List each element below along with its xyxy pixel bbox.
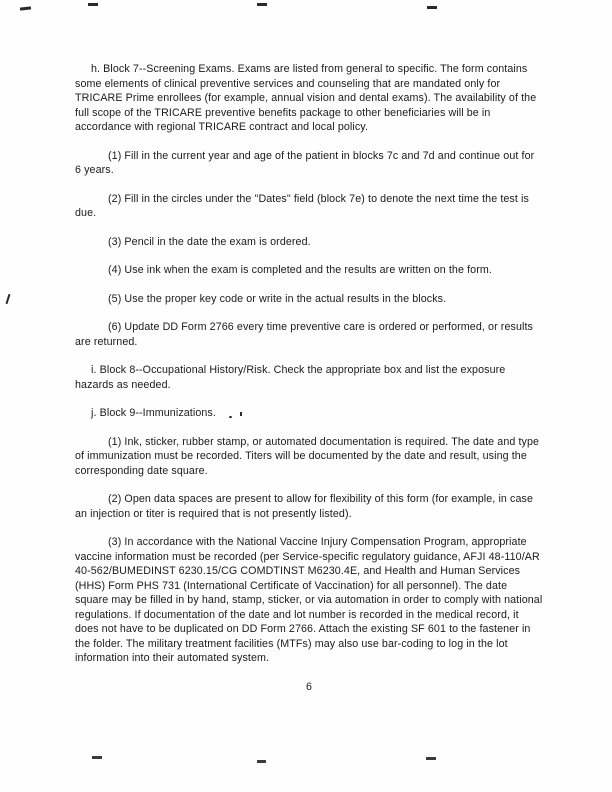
document-body [75,62,543,694]
paragraph-block8: i. Block 8--Occupational History/Risk. Check the appropriate box and list the exposure hazards as needed. [75,364,506,391]
paragraph-block7-item3: (3) Pencil in the date the exam is ordered. [108,235,311,248]
scan-artifact [92,756,102,759]
paragraph-block7-item1: (1) Fill in the current year and age of the patient in blocks 7c and 7d and continue out for 6 years. [75,149,535,176]
scan-artifact [88,3,98,6]
paragraph-block7-item5: (5) Use the proper key code or write in the actual results in the blocks. [108,292,447,305]
scan-artifact [20,6,31,10]
scan-artifact [257,760,266,763]
scan-artifact [427,6,437,9]
paragraph-block9-heading: j. Block 9--Immunizations. [91,407,216,419]
paragraph-block9-item1: (1) Ink, sticker, rubber stamp, or automated documentation is required. The date and type of immunization must be recorded. Titers will be documented by the date and result, using the corresponding date square. [75,435,540,477]
scan-artifact [6,294,11,304]
paragraph-block7: h. Block 7--Screening Exams. Exams are listed from general to specific. The form contains some elements of clinical preventive services and counseling that are mandated only for TRICARE Prime enrollees (for example, annual vision and dental exams). The availability of the full scope of the TRICARE preventive benefits package to other beneficiaries will be in accordance with regional TRICARE contract and local policy. [75,63,537,133]
paragraph-block7-item2: (2) Fill in the circles under the "Dates" field (block 7e) to denote the next time the test is due. [75,192,529,219]
page-number: 6 [305,680,313,693]
paragraph-block7-item4: (4) Use ink when the exam is completed and the results are written on the form. [108,264,492,276]
scan-artifact [426,757,436,760]
scan-artifact [257,3,267,6]
paragraph-block9-item2: (2) Open data spaces are present to allow for flexibility of this form (for example, in case an injection or titer is required that is not presently listed). [75,493,534,520]
paragraph-block7-item6: (6) Update DD Form 2766 every time preventive care is ordered or performed, or results are returned. [75,321,533,348]
paragraph-block9-item3: (3) In accordance with the National Vaccine Injury Compensation Program, appropriate vaccine information must be recorded (per Service-specific regulatory guidance, AFJI 48-110/AR 40-562/BUMEDINST 6230.15/CG COMDTINST M6230.4E, and Health and Human Services (HHS) Form PHS 731 (International Certificate of Vaccination) for all personnel). The date square may be filled in by hand, stamp, sticker, or via automation in order to comply with national regulations. If documentation of the date and lot number is recorded in the medical record, it does not have to be duplicated on DD Form 2766. Attach the existing SF 601 to the fastener in the folder. The military treatment facilities (MTFs) may also use bar-coding to log in the lot information into their automated system. [75,536,543,664]
